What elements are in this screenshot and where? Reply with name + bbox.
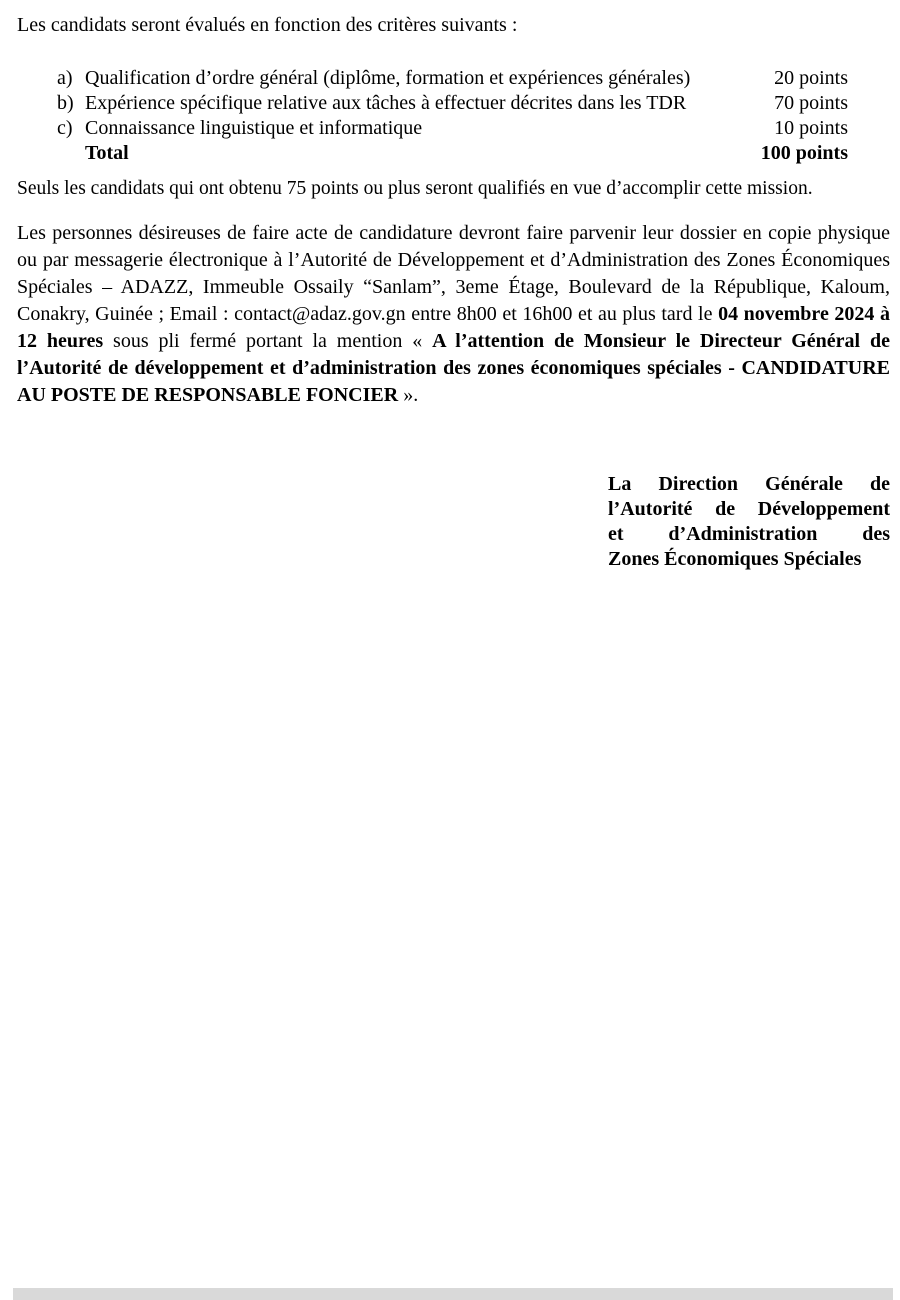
- criteria-points: 100 points: [760, 142, 848, 164]
- text-segment: ».: [398, 384, 419, 406]
- intro-line: Les candidats seront évalués en fonction des critères suivants :: [17, 14, 518, 36]
- criteria-text: Connaissance linguistique et informatique: [85, 117, 423, 139]
- criteria-points: 20 points: [774, 67, 848, 89]
- signature-block: [608, 472, 890, 572]
- criteria-list: [57, 66, 848, 166]
- criteria-marker: a): [57, 67, 73, 89]
- criteria-text: Expérience spécifique relative aux tâches à effectuer décrites dans les TDR: [85, 92, 687, 114]
- criteria-row: [57, 66, 848, 91]
- text-segment: Les personnes désireuses de faire acte de candidature devront faire parvenir leur dossier en copie physique ou par messagerie électronique à l’Autorité de Développement et d’Administration des Zones Économiques Spéciales – ADAZZ, Immeuble Ossaily “Sanlam”, 3eme Étage, Boulevard de la République, Kaloum, Conakry, Guinée ; Email : contact@adaz.gov.gn entre 8h00 et 16h00 et au plus tard le: [17, 222, 890, 325]
- signature-line: et d’Administration des: [608, 523, 890, 545]
- criteria-points: 10 points: [774, 117, 848, 139]
- qualification-note: Seuls les candidats qui ont obtenu 75 points ou plus seront qualifiés en vue d’accomplir cette mission.: [17, 178, 813, 199]
- bold-text-segment: A l’attention de Monsieur le Directeur Général de l’Autorité de développement et d’administration des zones économiques spéciales - CANDIDATURE AU POSTE DE RESPONSABLE FONCIER: [17, 330, 890, 406]
- signature-line: La Direction Générale de: [608, 473, 890, 495]
- criteria-points: 70 points: [774, 92, 848, 114]
- criteria-marker: [57, 141, 85, 166]
- signature-line: l’Autorité de Développement: [608, 498, 890, 520]
- criteria-text: Total: [85, 142, 129, 164]
- criteria-row: [57, 91, 848, 116]
- criteria-row: [57, 141, 848, 166]
- bottom-gray-bar: [13, 1288, 893, 1300]
- application-paragraph: [17, 220, 890, 409]
- signature-line: Zones Économiques Spéciales: [608, 548, 862, 570]
- criteria-text: Qualification d’ordre général (diplôme, formation et expériences générales): [85, 67, 691, 89]
- text-segment: sous pli fermé portant la mention «: [103, 330, 433, 352]
- criteria-marker: b): [57, 92, 74, 114]
- criteria-marker: c): [57, 117, 73, 139]
- criteria-row: [57, 116, 848, 141]
- bold-text-segment: 04 novembre 2024 à 12 heures: [17, 303, 890, 352]
